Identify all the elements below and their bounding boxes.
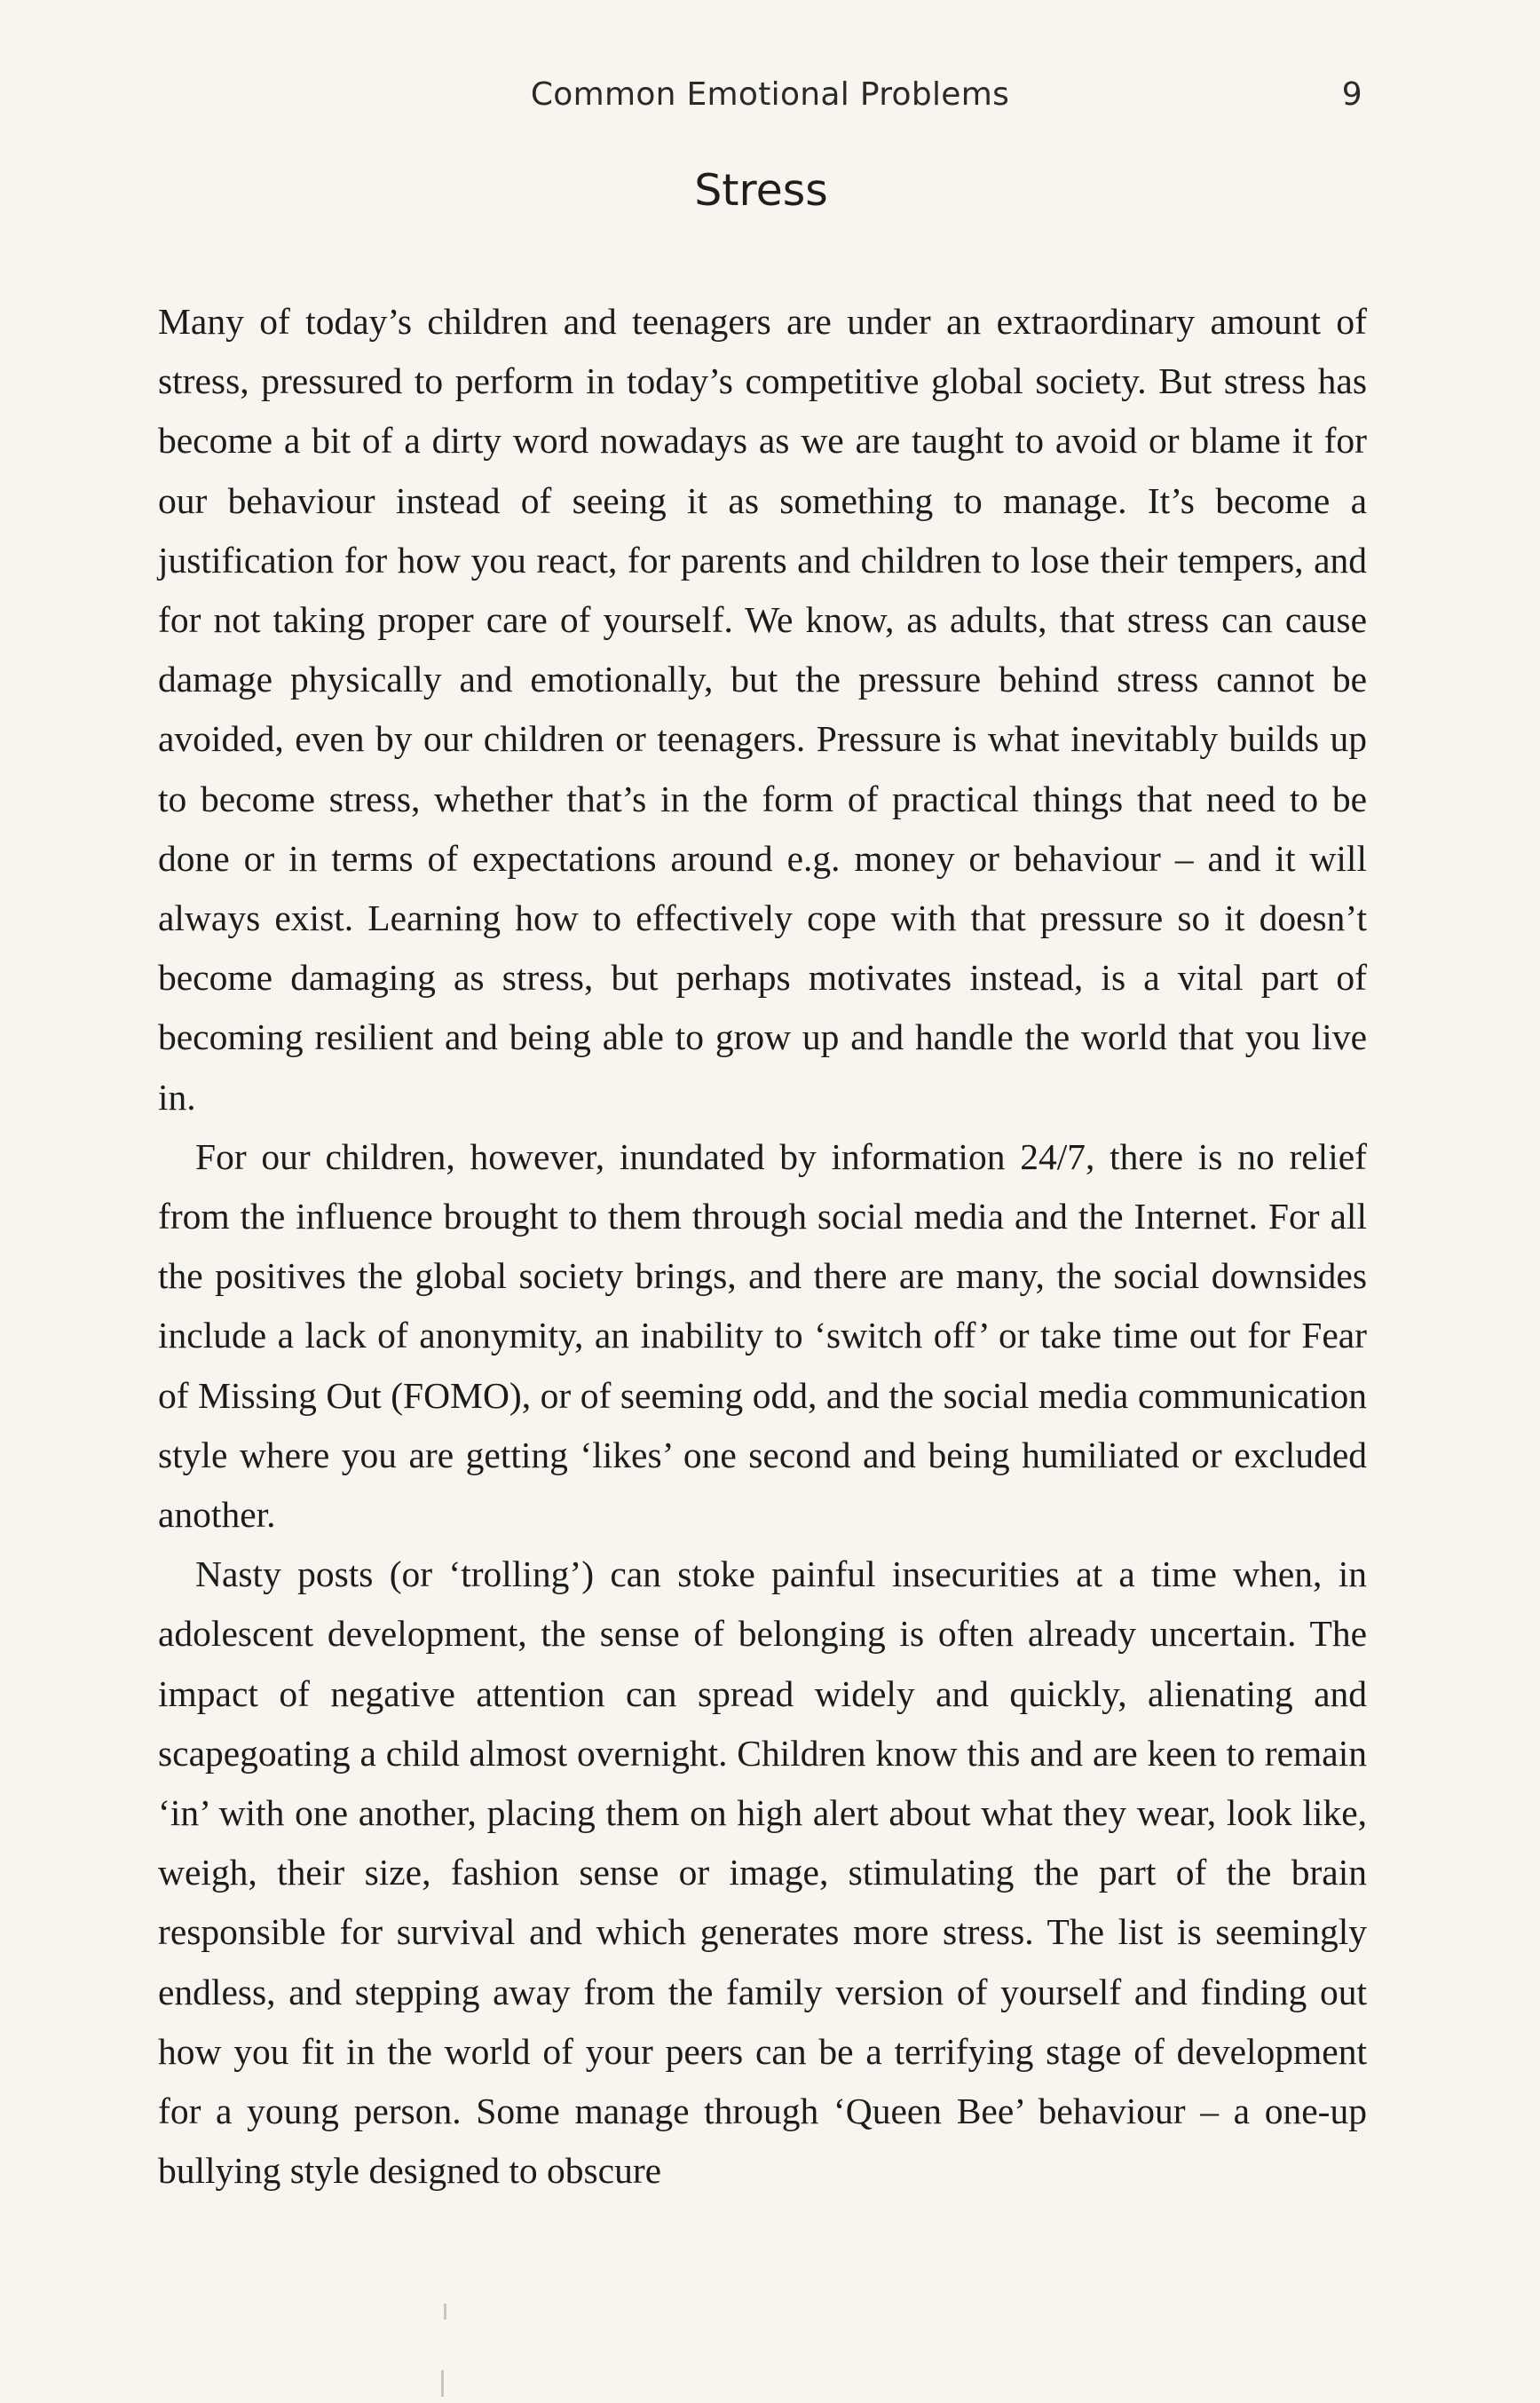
section-title: Stress xyxy=(694,165,828,216)
page-number: 9 xyxy=(1341,76,1362,113)
paragraph-2: For our children, however, inundated by information 24/7, there is no relief from the influence brought to them through social media and the Internet. For all the positives the global society brings, and there are many, the social downsides include a lack of anonymity, an inability to ‘switch off’ or take time out for Fear of Missing Out (FOMO), or of seeming odd, and the social media communication style where you are getting ‘likes’ one second and being humiliated or excluded another. xyxy=(158,1135,1367,1536)
paragraph-1: Many of today’s children and teenagers are under an extraordinary amount of stress, pressured to perform in today’s competitive global society. But stress has become a bit of a dirty word nowadays as we are taught to avoid or blame it for our behaviour instead of seeing it as something to manage. It’s become a justification for how you react, for parents and children to lose their tempers, and for not taking proper care of yourself. We know, as adults, that stress can cause damage physically and emotionally, but the pressure behind stress cannot be avoided, even by our children or teenagers. Pressure is what inevitably builds up to become stress, whether that’s in the form of practical things that need to be done or in terms of expectations around e.g. money or behaviour – and it will always exist. Learning how to effectively cope with that pressure so it doesn’t become damaging as stress, but perhaps motivates instead, is a vital part of becoming resilient and being able to grow up and handle the world that you live in. xyxy=(158,301,1367,1118)
body-text xyxy=(158,292,1367,2201)
scan-mark xyxy=(441,2370,444,2397)
paragraph-3: Nasty posts (or ‘trolling’) can stoke painful insecurities at a time when, in adolescent development, the sense of belonging is often already uncertain. The impact of negative attention can spread widely and quickly, alienating and scapegoating a child almost overnight. Children know this and are keen to remain ‘in’ with one another, placing them on high alert about what they wear, look like, weigh, their size, fashion sense or image, stimulating the part of the brain responsible for survival and which generates more stress. The list is seemingly endless, and stepping away from the family version of yourself and finding out how you fit in the world of your peers can be a terrifying stage of development for a young person. Some manage through ‘Queen Bee’ behaviour – a one-up bullying style designed to obscure xyxy=(158,1553,1367,2192)
running-title: Common Emotional Problems xyxy=(530,76,1010,113)
scan-mark xyxy=(444,2304,446,2320)
